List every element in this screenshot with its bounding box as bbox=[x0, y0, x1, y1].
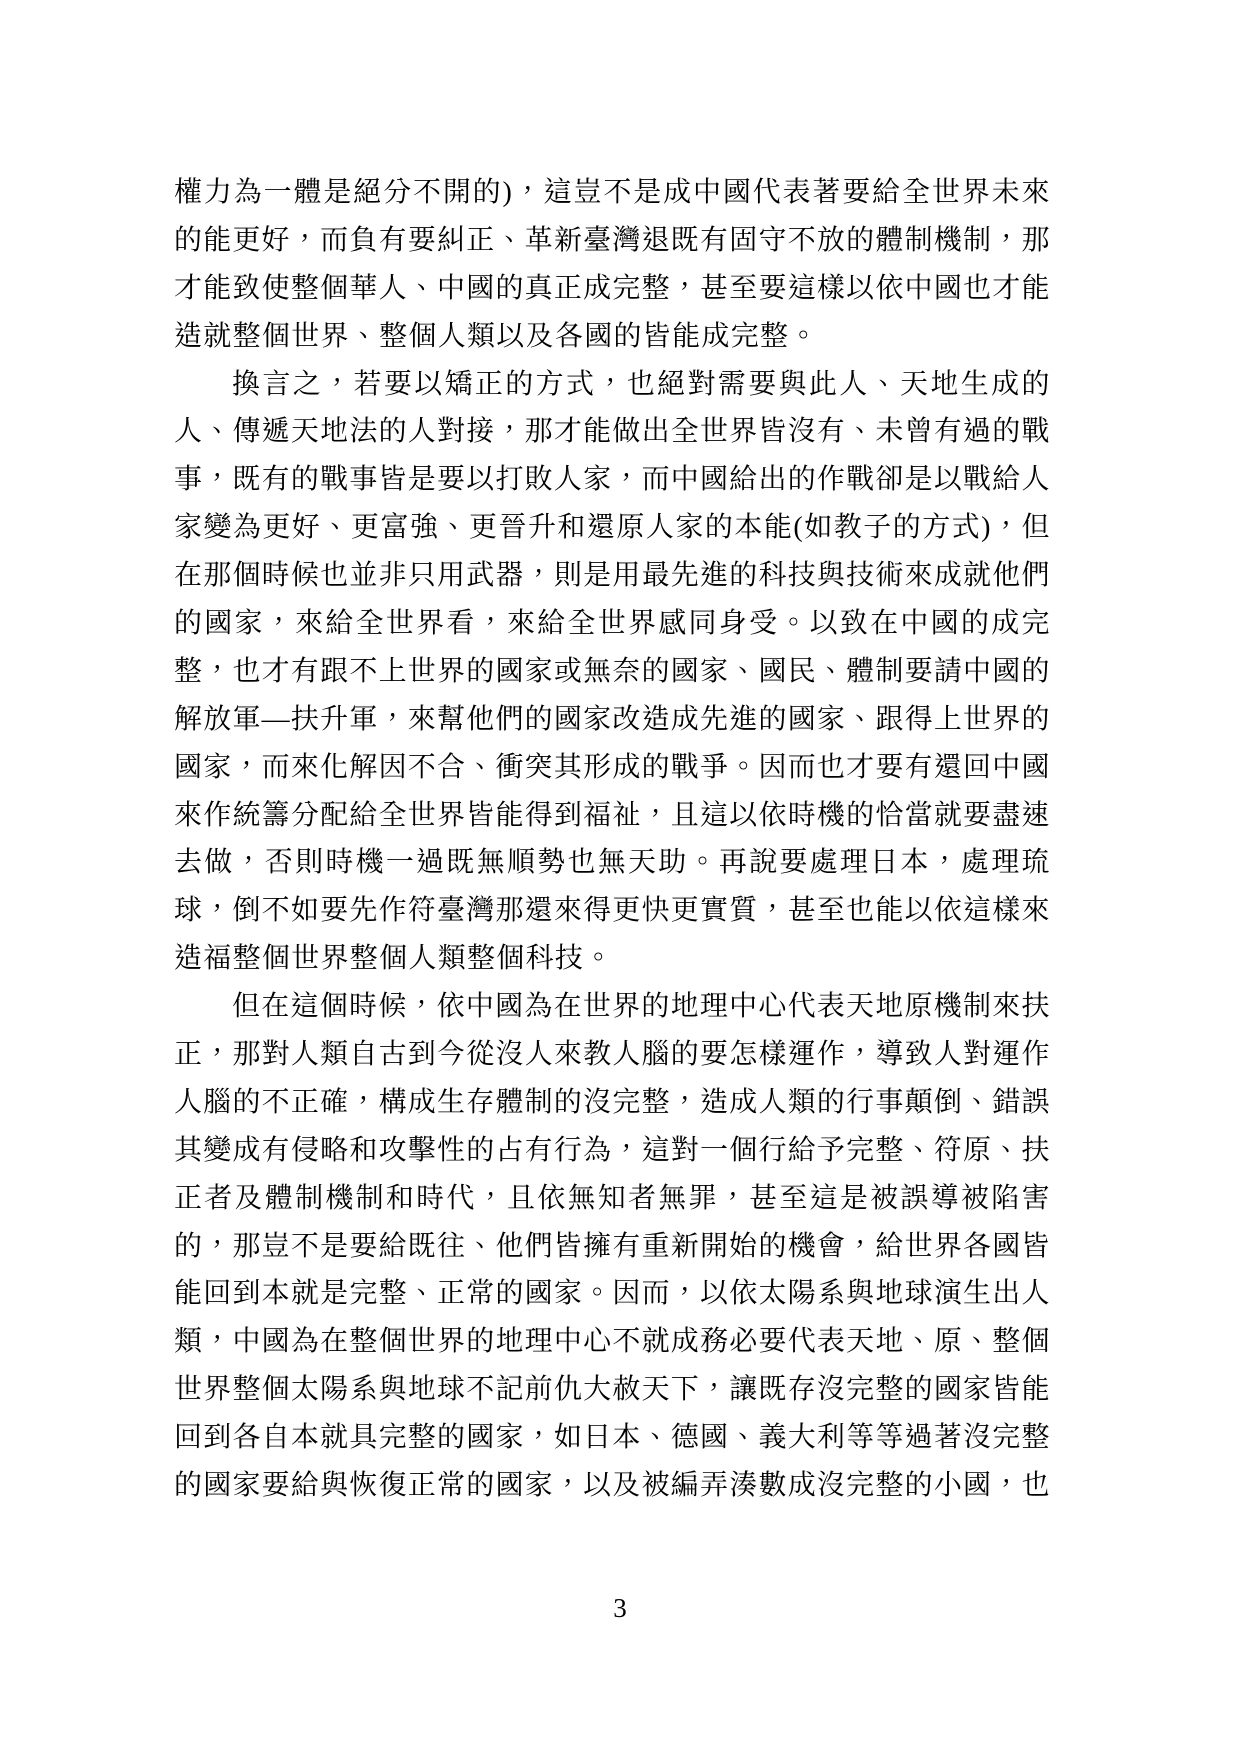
text-line: 的，那豈不是要給既往、他們皆擁有重新開始的機會，給世界各國皆 bbox=[174, 1230, 1050, 1262]
text-line: 換言之，若要以矯正的方式，也絕對需要與此人、天地生成的 bbox=[232, 368, 1050, 400]
text-line: 在那個時候也並非只用武器，則是用最先進的科技與技術來成就他們 bbox=[174, 560, 1050, 592]
text-line: 正者及體制機制和時代，且依無知者無罪，甚至這是被誤導被陷害 bbox=[174, 1182, 1050, 1214]
text-line: 正，那對人類自古到今從沒人來教人腦的要怎樣運作，導致人對運作 bbox=[174, 1039, 1050, 1071]
text-line: 其變成有侵略和攻擊性的占有行為，這對一個行給予完整、符原、扶 bbox=[174, 1134, 1050, 1166]
text-line: 事，既有的戰事皆是要以打敗人家，而中國給出的作戰卻是以戰給人 bbox=[174, 464, 1050, 496]
page-number: 3 bbox=[613, 1593, 627, 1623]
text-line: 但在這個時候，依中國為在世界的地理中心代表天地原機制來扶 bbox=[232, 991, 1050, 1023]
text-line: 國家，而來化解因不合、衝突其形成的戰爭。因而也才要有還回中國 bbox=[174, 751, 1050, 783]
text-line: 解放軍—扶升軍，來幫他們的國家改造成先進的國家、跟得上世界的 bbox=[174, 703, 1050, 735]
text-line: 家變為更好、更富強、更晉升和還原人家的本能(如教子的方式)，但 bbox=[174, 512, 1050, 544]
text-line: 回到各自本就具完整的國家，如日本、德國、義大利等等過著沒完整 bbox=[174, 1422, 1050, 1454]
text-line: 權力為一體是絕分不開的)，這豈不是成中國代表著要給全世界未來 bbox=[174, 177, 1050, 208]
text-line: 的國家要給與恢復正常的國家，以及被編弄湊數成沒完整的小國，也 bbox=[174, 1470, 1050, 1502]
text-line: 世界整個太陽系與地球不記前仇大赦天下，讓既存沒完整的國家皆能 bbox=[174, 1374, 1050, 1406]
text-line: 球，倒不如要先作符臺灣那還來得更快更實質，甚至也能以依這樣來 bbox=[174, 895, 1050, 927]
text-line: 的能更好，而負有要糾正、革新臺灣退既有固守不放的體制機制，那 bbox=[174, 224, 1050, 256]
text-line: 造就整個世界、整個人類以及各國的皆能成完整。 bbox=[174, 320, 819, 352]
text-line: 來作統籌分配給全世界皆能得到福祉，且這以依時機的恰當就要盡速 bbox=[174, 799, 1050, 831]
text-line: 整，也才有跟不上世界的國家或無奈的國家、國民、體制要請中國的 bbox=[174, 655, 1050, 687]
text-line: 人、傳遞天地法的人對接，那才能做出全世界皆沒有、未曾有過的戰 bbox=[174, 416, 1050, 448]
text-line: 去做，否則時機一過既無順勢也無天助。再說要處理日本，處理琉 bbox=[174, 847, 1050, 879]
text-line: 類，中國為在整個世界的地理中心不就成務必要代表天地、原、整個 bbox=[174, 1326, 1050, 1358]
document-body bbox=[174, 169, 1050, 1510]
text-line: 能回到本就是完整、正常的國家。因而，以依太陽系與地球演生出人 bbox=[174, 1278, 1050, 1310]
text-line: 才能致使整個華人、中國的真正成完整，甚至要這樣以依中國也才能 bbox=[174, 272, 1050, 304]
text-line: 人腦的不正確，構成生存體制的沒完整，造成人類的行事顛倒、錯誤 bbox=[174, 1086, 1050, 1118]
text-line: 的國家，來給全世界看，來給全世界感同身受。以致在中國的成完 bbox=[174, 608, 1050, 640]
text-line: 造福整個世界整個人類整個科技。 bbox=[174, 943, 614, 975]
